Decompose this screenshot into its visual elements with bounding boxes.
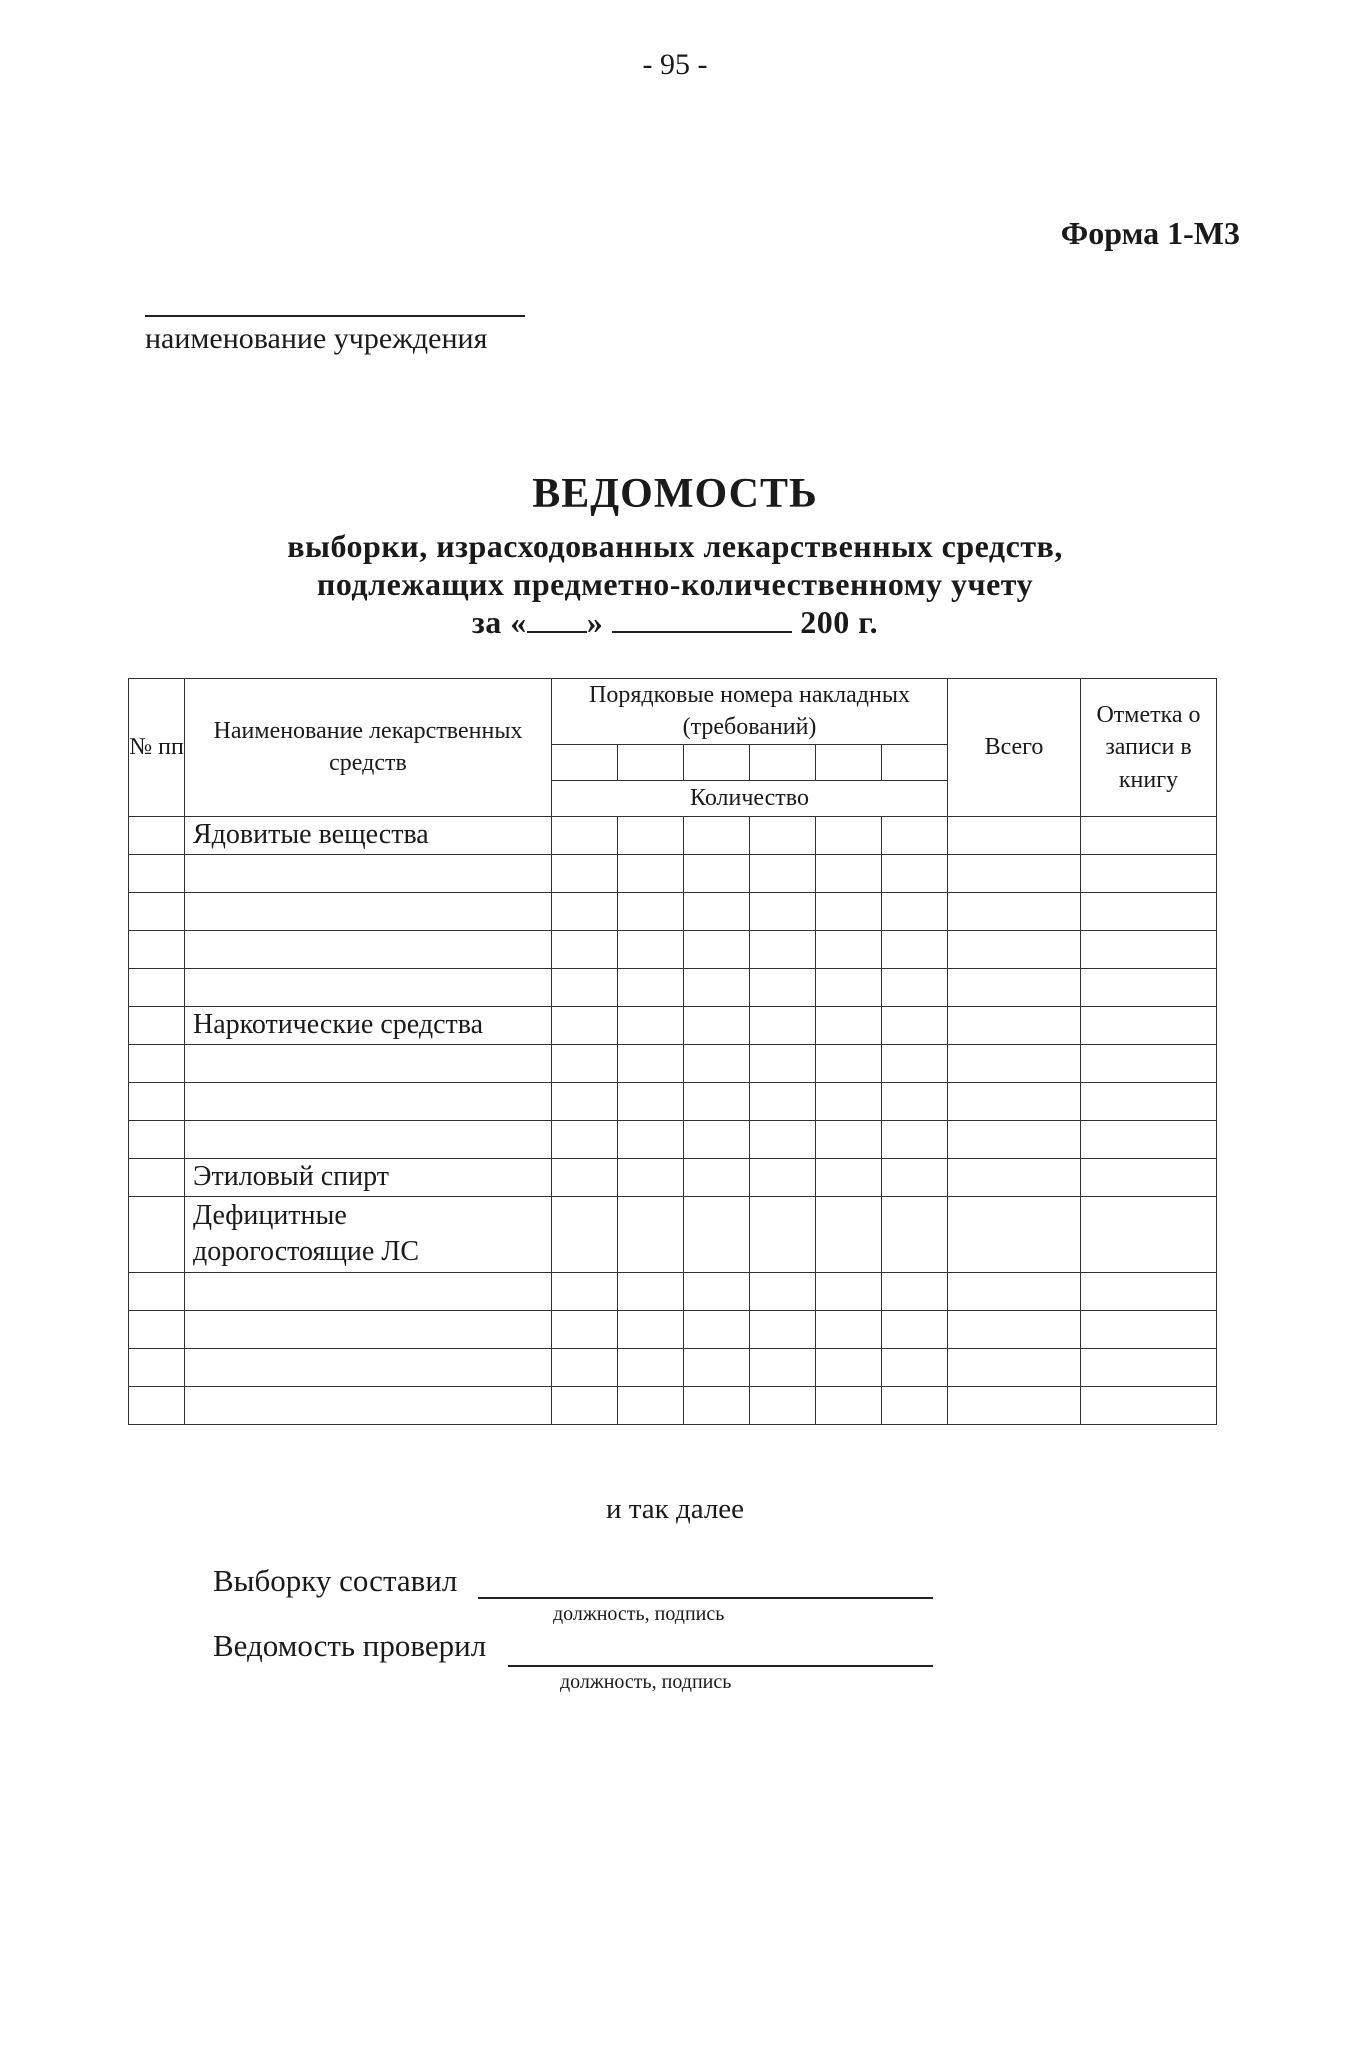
page-number: - 95 - bbox=[642, 48, 708, 81]
register-table bbox=[128, 678, 1217, 1425]
period-mid: » bbox=[586, 604, 604, 640]
category-narcotic: Наркотические средства bbox=[185, 1006, 552, 1044]
table-row bbox=[129, 1044, 1217, 1082]
category-poison: Ядовитые вещества bbox=[185, 816, 552, 854]
compiled-by-signature-line bbox=[478, 1597, 933, 1599]
table-row bbox=[129, 1120, 1217, 1158]
invoice-col-3 bbox=[684, 744, 750, 780]
table-row bbox=[129, 1272, 1217, 1310]
form-code: Форма 1-М3 bbox=[1060, 215, 1240, 251]
register-table-wrapper bbox=[128, 678, 1216, 1486]
table-row bbox=[129, 968, 1217, 1006]
institution-label: наименование учреждения bbox=[145, 322, 488, 355]
period-line bbox=[0, 604, 1350, 641]
table-row bbox=[129, 1310, 1217, 1348]
header-invoices: Порядковые номера накладных (требований) bbox=[552, 679, 948, 745]
table-row bbox=[129, 1082, 1217, 1120]
checked-by-label: Ведомость проверил bbox=[213, 1628, 487, 1663]
category-scarce-expensive bbox=[185, 1196, 552, 1272]
day-blank bbox=[527, 605, 587, 633]
table-row bbox=[129, 892, 1217, 930]
period-prefix: за « bbox=[471, 604, 527, 640]
table-row bbox=[129, 930, 1217, 968]
invoice-col-5 bbox=[816, 744, 882, 780]
category-ethanol: Этиловый спирт bbox=[185, 1158, 552, 1196]
document-title: ВЕДОМОСТЬ bbox=[532, 471, 818, 517]
subtitle-line-1: выборки, израсходованных лекарственных средств, bbox=[287, 528, 1063, 564]
and-so-on-note: и так далее bbox=[605, 1493, 745, 1525]
table-row bbox=[129, 1196, 1217, 1272]
header-total: Всего bbox=[948, 679, 1081, 817]
table-row bbox=[129, 1006, 1217, 1044]
subtitle-line-2: подлежащих предметно-количественному учету bbox=[316, 566, 1034, 602]
category-scarce-line-2: дорогостоящие ЛС bbox=[193, 1236, 420, 1268]
table-row bbox=[129, 854, 1217, 892]
header-number: № пп bbox=[129, 679, 185, 817]
invoice-col-6 bbox=[882, 744, 948, 780]
table-row bbox=[129, 1386, 1217, 1424]
invoice-col-2 bbox=[618, 744, 684, 780]
invoice-col-4 bbox=[750, 744, 816, 780]
header-mark: Отметка о записи в книгу bbox=[1081, 679, 1217, 817]
table-row bbox=[129, 1348, 1217, 1386]
header-quantity: Количество bbox=[552, 780, 948, 816]
header-name: Наименование лекарственных средств bbox=[185, 679, 552, 817]
checked-by-hint: должность, подпись bbox=[560, 1671, 732, 1693]
compiled-by-hint: должность, подпись bbox=[553, 1603, 725, 1625]
checked-by-signature-line bbox=[508, 1665, 933, 1667]
invoice-col-1 bbox=[552, 744, 618, 780]
institution-blank-line bbox=[145, 315, 525, 317]
category-scarce-line-1: Дефицитные bbox=[193, 1199, 347, 1231]
table-row bbox=[129, 816, 1217, 854]
month-blank bbox=[612, 605, 792, 633]
table-row bbox=[129, 1158, 1217, 1196]
compiled-by-label: Выборку составил bbox=[213, 1563, 458, 1598]
period-year: 200 г. bbox=[800, 604, 879, 640]
